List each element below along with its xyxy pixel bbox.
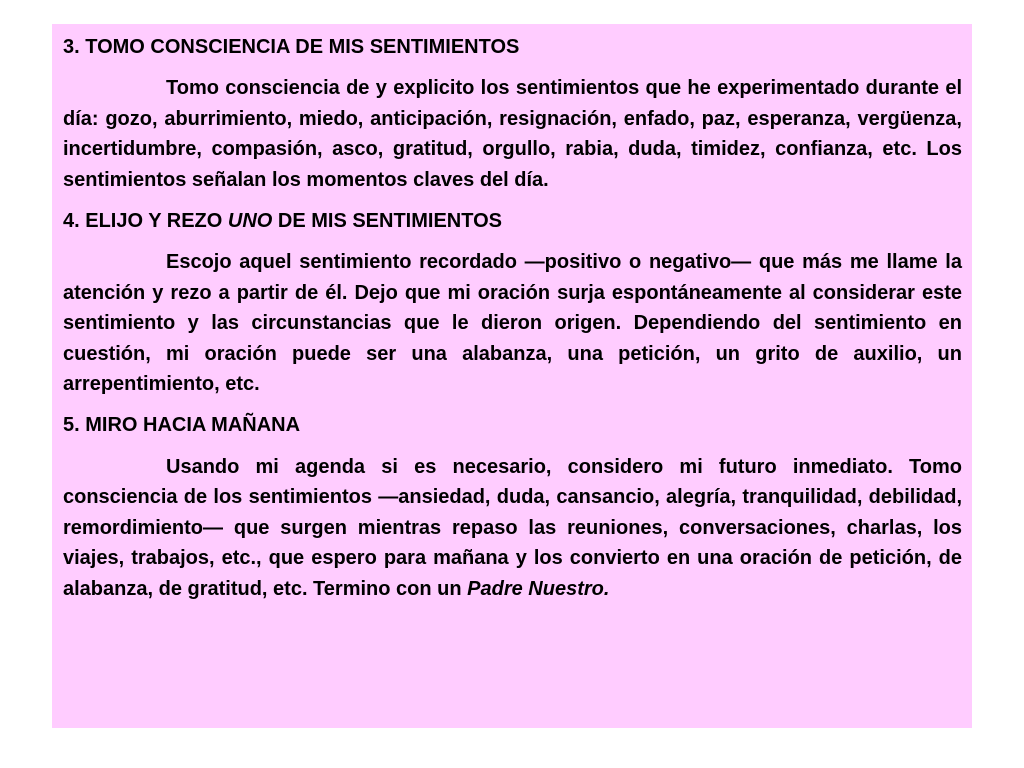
section-4-heading-italic: UNO [227, 210, 273, 233]
section-3-heading: 3. TOMO CONSCIENCIA DE MIS SENTIMIENTOS [63, 36, 520, 58]
section-3-body: Tomo consciencia de y explicito los sentimientos que he experimentado durante el día: gozo, aburrimiento, miedo, anticipación, resignación, enfado, paz, esperanza, vergüenza, incertidumbre, compasión, asco, gratitud, orgullo, rabia, duda, timidez, confianza, etc. Los sentimientos señalan los momentos claves del día. [63, 77, 962, 191]
section-4-heading-prefix: 4. ELIJO Y REZO [63, 210, 228, 233]
section-5-body-text: Usando mi agenda si es necesario, considero mi futuro inmediato. Tomo consciencia de los sentimientos —ansiedad, duda, cansancio, alegría, tranquilidad, debilidad, remordimiento— que surgen mientras repaso las reuniones, conversaciones, charlas, los viajes, trabajos, etc., que espero para mañana y los convierto en una oración de petición, de alabanza, de gratitud, etc. Termino con un [63, 455, 962, 600]
section-5-heading: 5. MIRO HACIA MAÑANA [63, 414, 301, 437]
section-4-heading [63, 206, 962, 236]
section-5-body [63, 452, 962, 604]
slide-content [52, 24, 972, 728]
section-4-heading-suffix: DE MIS SENTIMIENTOS [272, 210, 502, 233]
section-4-body: Escojo aquel sentimiento recordado —positivo o negativo— que más me llame la atención y rezo a partir de él. Dejo que mi oración surja espontáneamente al considerar este sentimiento y las circunstancias que le dieron origen. Dependiendo del sentimiento en cuestión, mi oración puede ser una alabanza, una petición, un grito de auxilio, un arrepentimiento, etc. [63, 251, 962, 396]
section-5-body-italic: Padre Nuestro. [467, 577, 610, 600]
